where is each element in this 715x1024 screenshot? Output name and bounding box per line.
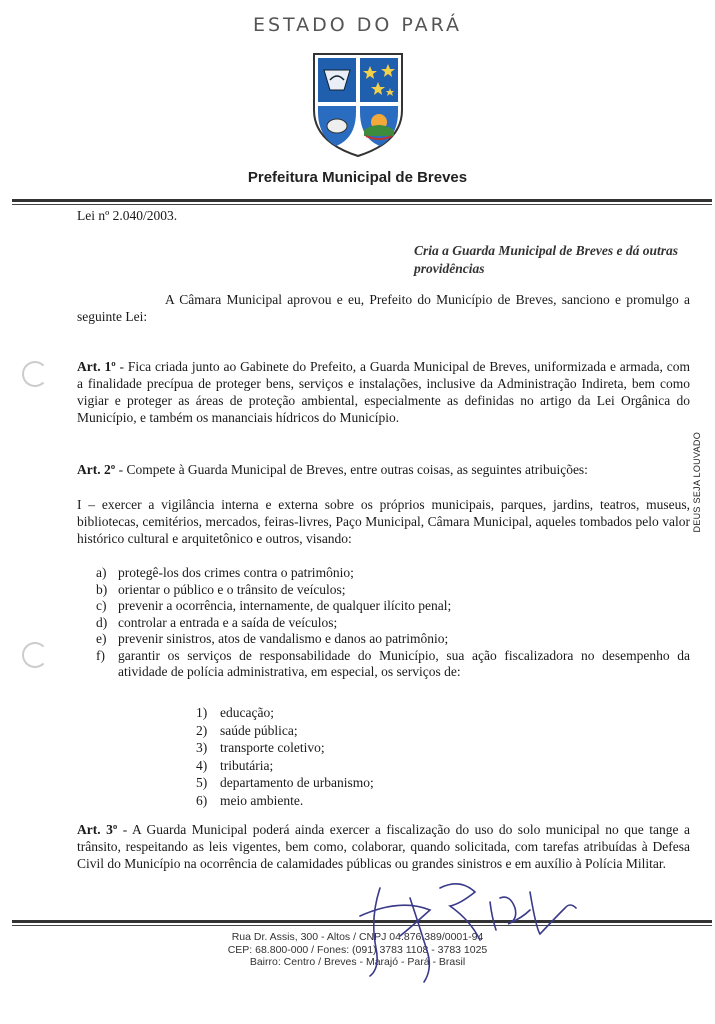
- footer-line: Rua Dr. Assis, 300 - Altos / CNPJ 04.876.389/0001-94: [231, 931, 484, 943]
- footer-line: CEP: 68.800-000 / Fones: (091) 3783 1108 - 3783 1025: [227, 943, 488, 956]
- list-item: [196, 792, 496, 810]
- article-2: [77, 461, 690, 478]
- list-item: [96, 615, 690, 632]
- preamble: A Câmara Municipal aprovou e eu, Prefeito do Município de Breves, sanciono e promulgo a seguinte Lei:: [77, 292, 690, 324]
- list-item: [96, 631, 690, 648]
- list-marker: 6): [196, 792, 208, 808]
- list-text: controlar a entrada e a saída de veículos;: [118, 614, 338, 630]
- header-rule: [12, 199, 712, 202]
- list-marker: f): [96, 647, 105, 663]
- list-marker: b): [96, 581, 108, 597]
- law-summary: Cria a Guarda Municipal de Breves e dá outras providências: [414, 243, 679, 276]
- list-marker: 5): [196, 775, 208, 790]
- list-item: [96, 648, 690, 681]
- list-text: educação;: [220, 705, 274, 720]
- header-rule-thin: [12, 204, 712, 205]
- list-text: orientar o público e o trânsito de veículos;: [118, 581, 346, 597]
- list-marker: 1): [196, 705, 208, 720]
- inciso-1: I – exercer a vigilância interna e externa sobre os próprios municipais, parques, jardins, teatros, museus, bibliotecas, cemitérios, mercados, feiras-livres, Paço Municipal, Câmara Municipal, aqueles tombados pelo valor histórico cultural e arquitetônico e outros, visando:: [77, 497, 690, 546]
- punch-hole: [22, 642, 48, 668]
- alineas-list: [96, 565, 690, 681]
- article-1: [77, 358, 690, 426]
- list-item: [196, 774, 496, 792]
- article-3-text: - A Guarda Municipal poderá ainda exercer a fiscalização do uso do solo municipal no que tange a trânsito, respeitando as leis vigentes, bem como, colaborar, quando solicitada, com tarefas atribuídas à Defesa Civil do Município na ocorrência de calamidades públicas ou grandes sinistros e em auxílio à Polícia Militar.: [77, 822, 690, 871]
- list-text: tributária;: [220, 757, 274, 773]
- list-text: garantir os serviços de responsabilidade do Município, sua ação fiscalizadora no desempenho da atividade de polícia administrativa, em especial, os serviços de:: [118, 647, 690, 679]
- list-marker: e): [96, 631, 107, 646]
- law-number: Lei nº 2.040/2003.: [77, 208, 178, 223]
- list-item: [196, 739, 496, 757]
- list-marker: d): [96, 614, 108, 630]
- municipal-coat-of-arms: [308, 50, 408, 158]
- list-marker: 3): [196, 740, 208, 755]
- list-item: [96, 565, 690, 582]
- state-title: ESTADO DO PARÁ: [252, 14, 463, 36]
- list-marker: 2): [196, 722, 208, 738]
- side-note: DEUS SEJA LOUVADO: [692, 432, 702, 533]
- services-list: [196, 704, 496, 809]
- article-2-label: Art. 2º: [77, 462, 116, 477]
- article-3-label: Art. 3º: [77, 822, 118, 837]
- list-item: [196, 722, 496, 740]
- prefeitura-title: Prefeitura Municipal de Breves: [247, 169, 468, 186]
- list-item: [96, 598, 690, 615]
- list-marker: 4): [196, 757, 208, 773]
- list-text: departamento de urbanismo;: [220, 775, 374, 790]
- handwritten-signature: [340, 858, 585, 988]
- list-text: transporte coletivo;: [220, 740, 325, 755]
- list-item: [196, 704, 496, 722]
- article-1-text: - Fica criada junto ao Gabinete do Prefeito, a Guarda Municipal de Breves, uniformizada e armada, com a finalidade precípua de proteger bens, serviços e instalações, inclusive da Administração Indireta, bem como vigiar e proteger as áreas de proteção ambiental, especialmente as definidas no artigo da Lei Orgânica do Município, e também os mananciais hídricos do Município.: [77, 359, 690, 425]
- footer-line: Bairro: Centro / Breves - Marajó - Pará - Brasil: [249, 956, 466, 968]
- article-1-label: Art. 1º: [77, 359, 116, 374]
- list-text: saúde pública;: [220, 722, 298, 738]
- list-text: prevenir sinistros, atos de vandalismo e danos ao patrimônio;: [118, 631, 449, 646]
- list-item: [96, 582, 690, 599]
- list-item: [196, 757, 496, 775]
- article-2-text: - Compete à Guarda Municipal de Breves, entre outras coisas, as seguintes atribuições:: [115, 462, 588, 477]
- list-marker: c): [96, 598, 107, 613]
- list-text: protegê-los dos crimes contra o patrimônio;: [118, 565, 354, 580]
- list-text: prevenir a ocorrência, internamente, de qualquer ilícito penal;: [118, 598, 452, 613]
- punch-hole: [22, 361, 48, 387]
- list-text: meio ambiente.: [220, 792, 304, 808]
- list-marker: a): [96, 565, 107, 580]
